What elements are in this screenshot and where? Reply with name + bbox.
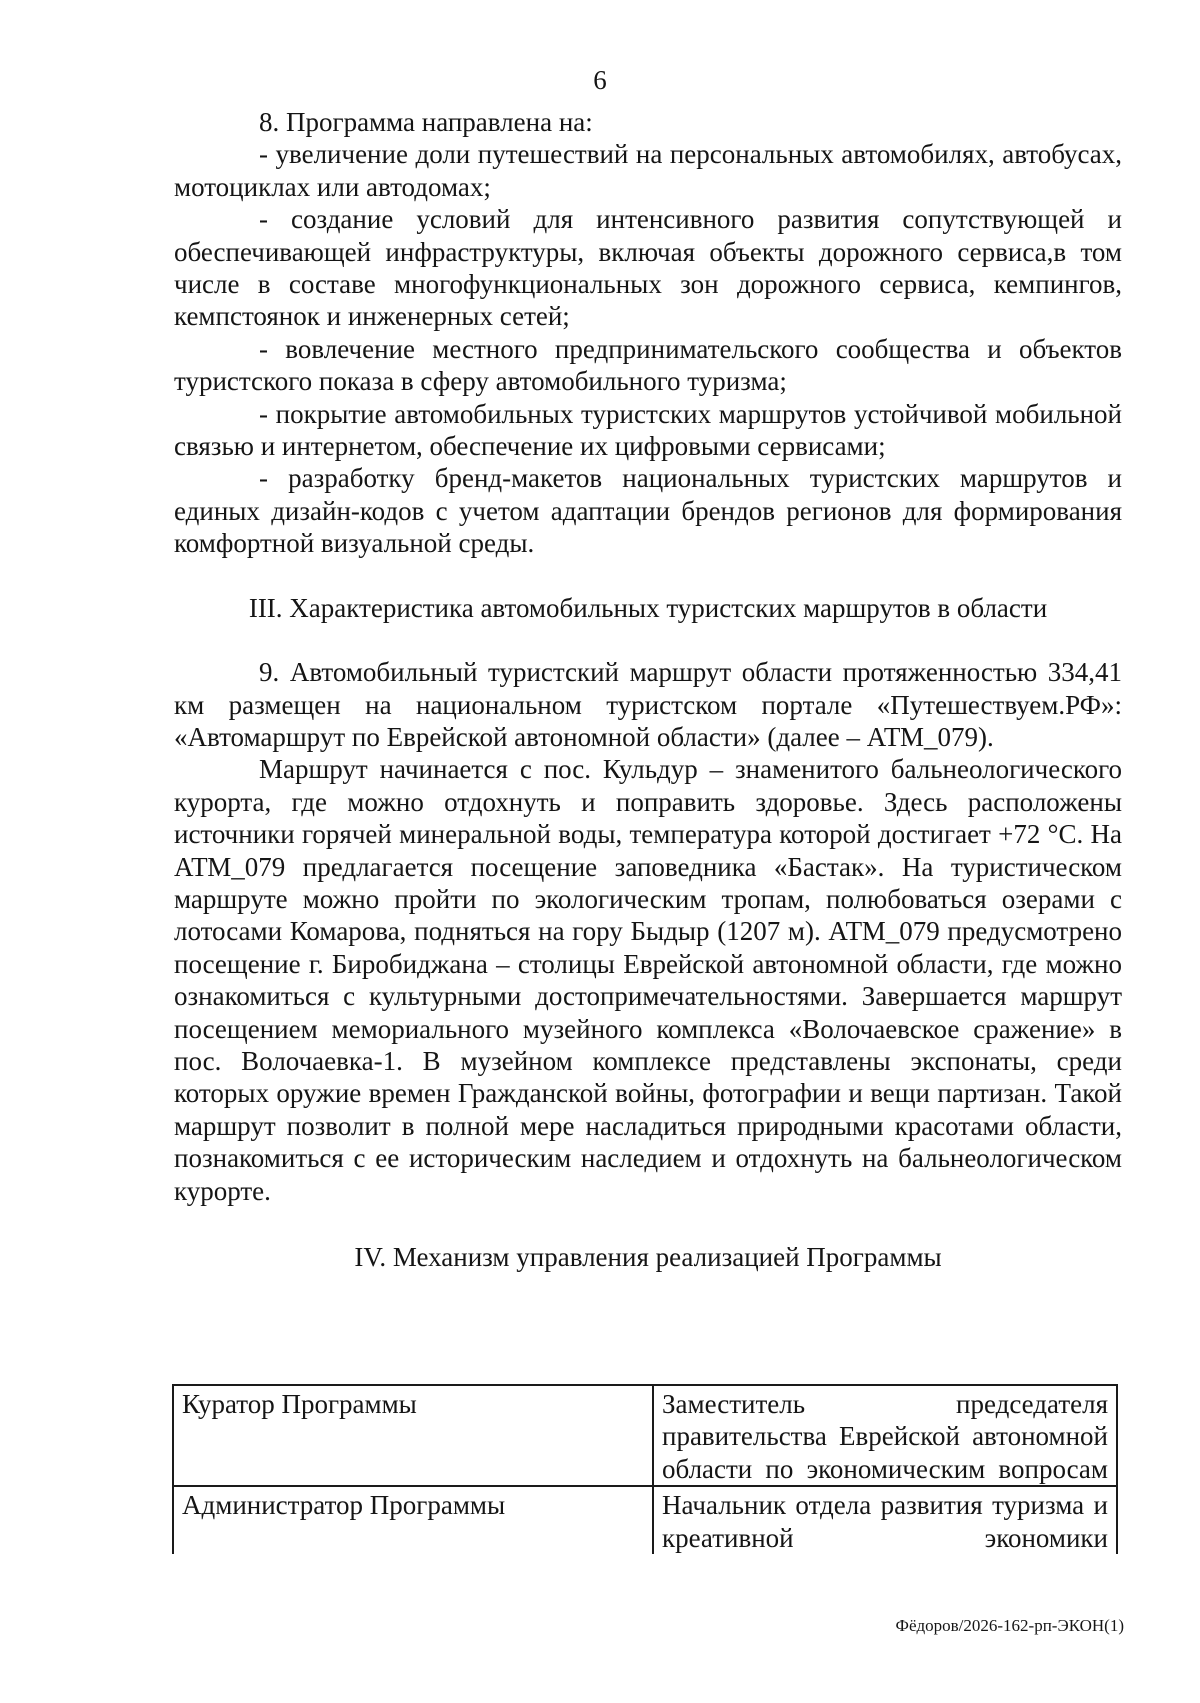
- section-4-heading: IV. Механизм управления реализацией Программы: [354, 1242, 942, 1272]
- table-cell-value: Начальник отдела развития туризма и креативной экономики: [653, 1486, 1117, 1554]
- table-row: [173, 1486, 1117, 1554]
- table-row: [173, 1385, 1117, 1486]
- program-management-table: [172, 1384, 1118, 1554]
- section-8-item: - разработку бренд-макетов национальных туристских маршрутов и единых дизайн-кодов с учетом адаптации брендов регионов для формирования комфортной визуальной среды.: [174, 463, 1122, 559]
- section-8-item: - вовлечение местного предпринимательского сообщества и объектов туристского показа в сферу автомобильного туризма;: [174, 333, 1122, 397]
- table-cell-role: Администратор Программы: [173, 1486, 653, 1554]
- table-cell-role: Куратор Программы: [173, 1385, 653, 1486]
- document-body: [174, 106, 1122, 1273]
- section-3-heading: III. Характеристика автомобильных туристских маршрутов в области: [248, 592, 1048, 623]
- table-cell-value: Заместитель председателя правительства Еврейской автономной области по экономическим вопросам: [653, 1385, 1117, 1486]
- page-number: 6: [593, 65, 607, 95]
- section-3-paragraph: Маршрут начинается с пос. Кульдур – знаменитого бальнеологического курорта, где можно отдохнуть и поправить здоровье. Здесь расположены источники горячей минеральной воды, температура которой достигает +72 °С. На АТМ_079 предлагается посещение заповедника «Бастак». На туристическом маршруте можно пройти по экологическим тропам, полюбоваться озерами с лотосами Комарова, подняться на гору Быдыр (1207 м). АТМ_079 предусмотрено посещение г. Биробиджана – столицы Еврейской автономной области, где можно ознакомиться с культурными достопримечательностями. Завершается маршрут посещением мемориального музейного комплекса «Волочаевское сражение» в пос. Волочаевка-1. В музейном комплексе представлены экспонаты, среди которых оружие времен Гражданской войны, фотографии и вещи партизан. Такой маршрут позволит в полной мере насладиться природными красотами области, познакомиться с ее историческим наследием и отдохнуть на бальнеологическом курорте.: [174, 754, 1122, 1206]
- section-8-item: - увеличение доли путешествий на персональных автомобилях, автобусах, мотоциклах или автодомах;: [174, 139, 1122, 202]
- section-8-intro: 8. Программа направлена на:: [259, 107, 593, 137]
- section-8-item: - покрытие автомобильных туристских маршрутов устойчивой мобильной связью и интернетом, обеспечение их цифровыми сервисами;: [174, 398, 1122, 462]
- section-8-item: - создание условий для интенсивного развития сопутствующей и обеспечивающей инфраструктуры, включая объекты дорожного сервиса,в том числе в составе многофункциональных зон дорожного сервиса, кемпингов, кемпстоянок и инженерных сетей;: [174, 204, 1122, 332]
- document-code: Фёдоров/2026-162-рп-ЭКОН(1): [895, 1616, 1124, 1635]
- section-3-paragraph: 9. Автомобильный туристский маршрут области протяженностью 334,41 км размещен на национальном туристском портале «Путешествуем.РФ»: «Автомаршрут по Еврейской автономной области» (далее – АТМ_079).: [174, 657, 1122, 752]
